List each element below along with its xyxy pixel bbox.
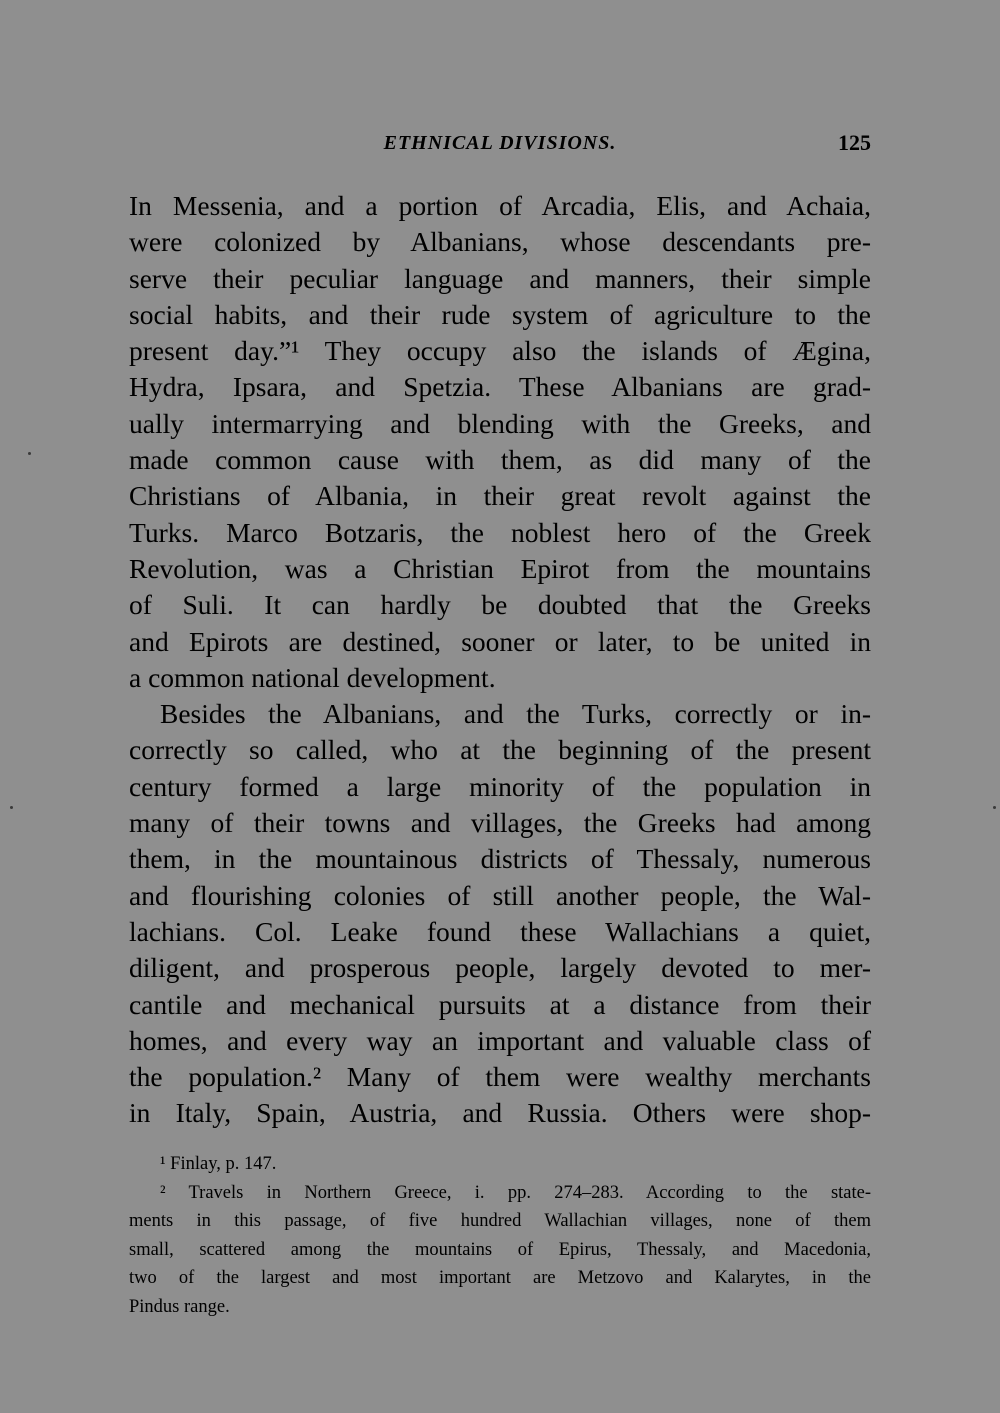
footnote-2-line: Pindus range. — [129, 1296, 230, 1317]
paragraph-1 — [129, 188, 871, 696]
text-line: correctly so called, who at the beginning of the present — [129, 734, 871, 766]
text-line: Revolution, was a Christian Epirot from the mountains — [129, 552, 871, 584]
text-line: diligent, and prosperous people, largely devoted to mer- — [129, 952, 871, 984]
running-title: ETHNICAL DIVISIONS. — [383, 132, 617, 154]
text-line: many of their towns and villages, the Greeks had among — [129, 807, 871, 839]
text-line: in Italy, Spain, Austria, and Russia. Others were shop- — [129, 1097, 871, 1129]
text-line: present day.”¹ They occupy also the islands of Ægina, — [129, 335, 871, 367]
body-text — [129, 188, 871, 1132]
text-line: and Epirots are destined, sooner or later, to be united in — [129, 625, 871, 657]
margin-speck — [28, 452, 31, 455]
text-line: lachians. Col. Leake found these Wallachians a quiet, — [129, 915, 871, 947]
text-line: ually intermarrying and blending with the Greeks, and — [129, 407, 871, 439]
footnote-2-line: two of the largest and most important are Metzovo and Kalarytes, in the — [129, 1268, 871, 1288]
text-line: them, in the mountainous districts of Thessaly, numerous — [129, 843, 871, 875]
footnote-2-line: ² Travels in Northern Greece, i. pp. 274–283. According to the state- — [160, 1182, 871, 1203]
text-line: were colonized by Albanians, whose descendants pre- — [129, 226, 871, 258]
text-line: Besides the Albanians, and the Turks, correctly or in- — [160, 698, 871, 730]
text-line: cantile and mechanical pursuits at a distance from their — [129, 988, 871, 1020]
text-line: made common cause with them, as did many of the — [129, 444, 871, 476]
text-line: a common national development. — [129, 661, 496, 693]
footnotes — [129, 1150, 871, 1321]
margin-speck — [10, 806, 13, 809]
text-line: and flourishing colonies of still another people, the Wal- — [129, 879, 871, 911]
text-line: social habits, and their rude system of agriculture to the — [129, 298, 871, 330]
page-number: 125 — [838, 130, 871, 155]
text-line: homes, and every way an important and valuable class of — [129, 1024, 871, 1056]
text-line: the population.² Many of them were wealthy merchants — [129, 1061, 871, 1093]
text-line: In Messenia, and a portion of Arcadia, Elis, and Achaia, — [129, 190, 871, 221]
text-line: Turks. Marco Botzaris, the noblest hero of the Greek — [129, 516, 871, 548]
margin-speck — [993, 806, 996, 809]
text-line: of Suli. It can hardly be doubted that the Greeks — [129, 589, 871, 621]
text-line: serve their peculiar language and manners, their simple — [129, 262, 871, 294]
footnote-2-line: ments in this passage, of five hundred Wallachian villages, none of them — [129, 1211, 871, 1231]
text-line: century formed a large minority of the population in — [129, 770, 871, 802]
footnote-2-line: small, scattered among the mountains of Epirus, Thessaly, and Macedonia, — [129, 1239, 871, 1260]
text-line: Christians of Albania, in their great revolt against the — [129, 480, 871, 512]
running-head — [129, 130, 871, 160]
paragraph-2 — [129, 696, 871, 1132]
text-line: Hydra, Ipsara, and Spetzia. These Albanians are grad- — [129, 371, 871, 403]
footnote-1: ¹ Finlay, p. 147. — [160, 1154, 277, 1174]
